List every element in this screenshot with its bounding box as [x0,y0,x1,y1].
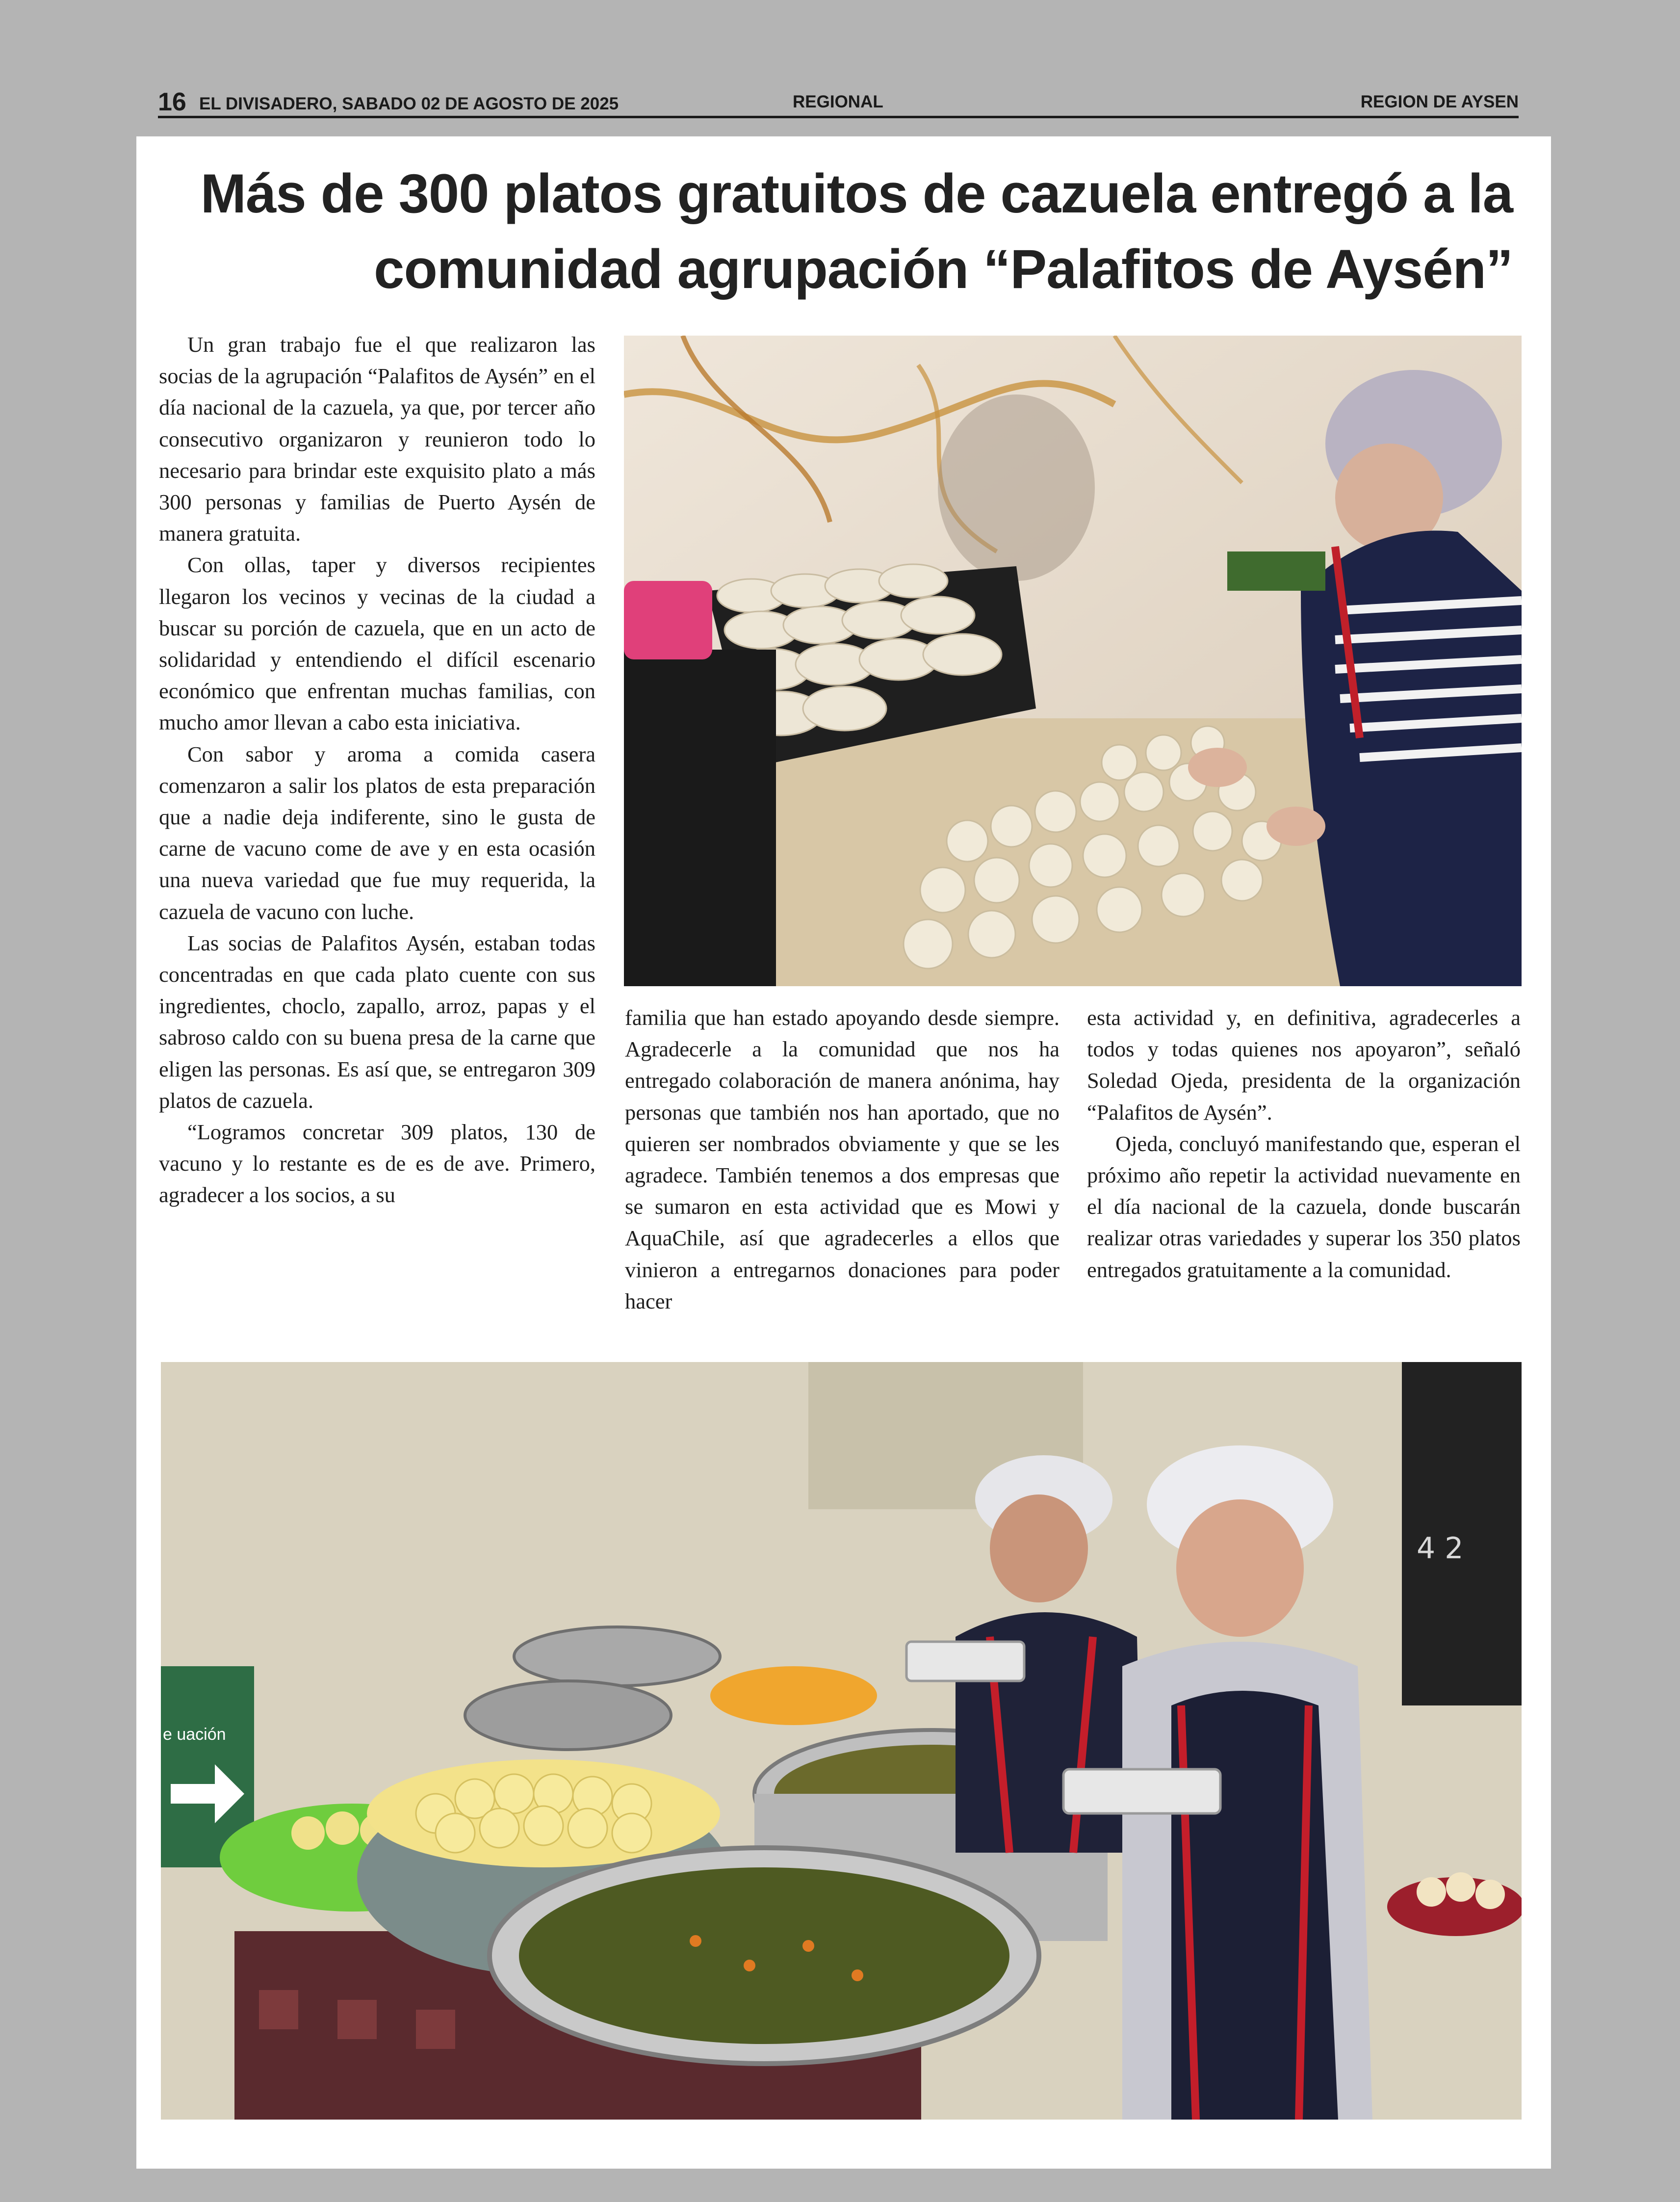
paragraph: Con sabor y aroma a comida casera comenzaron a salir los platos de esta preparación que a nadie deja indiferente, sino le gusta de carne de vacuno come de ave y en esta ocasión una nueva variedad que fue muy requerida, la cazuela de vacuno con luche. [159,741,595,924]
headline-line-2: comunidad agrupación “Palafitos de Aysén” [374,238,1513,300]
photo-kitchen-image [161,1362,1522,2120]
headline [156,156,1513,307]
section-label: REGIONAL [793,92,883,111]
headline-line-1: Más de 300 platos gratuitos de cazuela entregó a la [200,163,1513,224]
paragraph: Ojeda, concluyó manifestando que, esperan el próximo año repetir la actividad nuevamente en el día nacional de la cazuela, donde buscarán realizar otras variedades y superar los 350 platos entregados gratuitamente a la comunidad. [1087,1131,1521,1282]
paragraph: Un gran trabajo fue el que realizaron las socias de la agrupación “Palafitos de Aysén” en el día nacional de la cazuela, ya que, por tercer año consecutivo organizaron y reunieron todo lo necesario para brindar este exquisito plato a más 300 personas y familias de Puerto Aysén de manera gratuita. [159,332,595,546]
photo-dough-preparation [624,336,1522,986]
svg-text:4 2: 4 2 [1417,1531,1464,1566]
paragraph: familia que han estado apoyando desde siempre. Agradecerle a la comunidad que nos ha entregado colaboración de manera anónima, hay personas que también nos han aportado, que no quieren ser nombrados obviamente y que se les agradece. También tenemos a dos empresas que se sumaron en esta actividad que es Mowi y AquaChile, así que agradecerles a ellos que vinieron a entregarnos donaciones para poder hacer [625,1005,1060,1313]
photo-dough-image [624,336,1522,986]
page-header [158,88,1519,118]
publication-date-line: EL DIVISADERO, SABADO 02 DE AGOSTO DE 2025 [199,94,619,113]
region-label: REGION DE AYSEN [1360,92,1519,111]
body-column-2 [625,1002,1060,1317]
photo-kitchen-cazuela [161,1362,1522,2120]
paragraph: esta actividad y, en definitiva, agradecerles a todos y todas quienes nos apoyaron”, señaló Soledad Ojeda, presidenta de la organización “Palafitos de Aysén”. [1087,1005,1521,1125]
paragraph: Con ollas, taper y diversos recipientes llegaron los vecinos y vecinas de la ciudad a buscar su porción de cazuela, que en un acto de solidaridad y entendiendo el difícil escenario económico que enfrentan muchas familias, con mucho amor llevan a cabo esta iniciativa. [159,552,595,735]
body-column-3 [1087,1002,1521,1285]
page-number: 16 [158,88,186,116]
paragraph: Las socias de Palafitos Aysén, estaban todas concentradas en que cada plato cuente con sus ingredientes, choclo, zapallo, arroz, papas y el sabroso caldo con su buena presa de la carne que eligen las personas. Es así que, se entregaron 309 platos de cazuela. [159,930,595,1113]
sign-text: e uación [163,1725,226,1744]
body-column-1 [159,329,595,1211]
article-sheet [136,136,1551,2169]
paragraph: “Logramos concretar 309 platos, 130 de vacuno y lo restante es de es de ave. Primero, agradecer a los socios, a su [159,1120,595,1207]
